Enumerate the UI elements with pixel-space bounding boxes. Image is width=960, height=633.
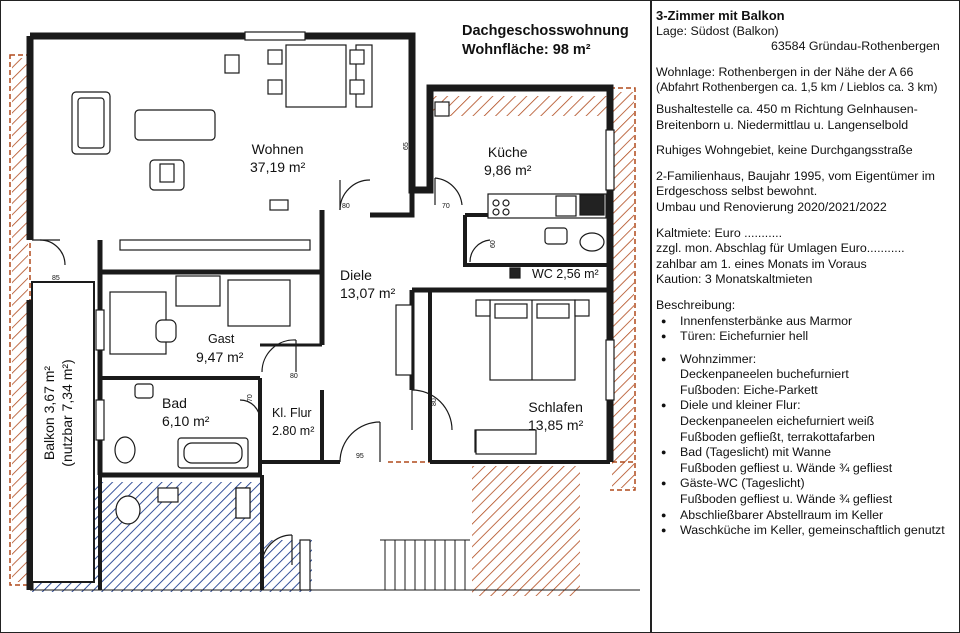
room-diele-name: Diele bbox=[340, 267, 372, 283]
feature-item bbox=[656, 476, 956, 507]
feature-item-sub: Fußboden: Eiche-Parkett bbox=[680, 382, 818, 397]
feature-item bbox=[656, 508, 956, 524]
feature-item bbox=[656, 398, 956, 445]
info-bus-1: Bushaltestelle ca. 450 m Richtung Gelnhausen- bbox=[656, 101, 918, 116]
feature-item-sub: Fußboden gefliest u. Wände ¾ gefliest bbox=[680, 460, 893, 475]
feature-item-text: Bad (Tageslicht) mit Wanne bbox=[680, 445, 832, 460]
dim-80-guest: 80 bbox=[290, 373, 298, 380]
staircase bbox=[380, 540, 470, 590]
feature-item bbox=[656, 523, 956, 539]
room-kueche bbox=[484, 143, 531, 179]
feature-item-sub: Fußboden gefliest u. Wände ¾ gefliest bbox=[680, 492, 893, 507]
info-abschlag: zzgl. mon. Abschlag für Umlagen Euro........... bbox=[656, 241, 905, 256]
info-wohnlage-2: (Abfahrt Rothenbergen ca. 1,5 km / Lieblos ca. 3 km) bbox=[656, 80, 938, 95]
feature-item-sub: Fußboden gefließt, terrakottafarben bbox=[680, 429, 875, 444]
furniture-living bbox=[72, 45, 372, 210]
room-wc bbox=[532, 265, 599, 283]
dim-95-entry: 95 bbox=[356, 453, 364, 460]
room-gast-area: 9,47 m² bbox=[196, 349, 244, 365]
feature-item bbox=[656, 329, 956, 345]
hatch-area-left-strip bbox=[12, 58, 28, 582]
room-bad bbox=[162, 394, 209, 430]
feature-item-sub: Deckenpaneelen buchefurniert bbox=[680, 367, 849, 382]
room-balkon-line2: (nutzbar 7,34 m²) bbox=[59, 359, 75, 467]
room-klflur-area: 2.80 m² bbox=[272, 424, 315, 438]
room-klflur-name: Kl. Flur bbox=[272, 406, 312, 420]
dim-70-kitchen: 70 bbox=[442, 203, 450, 210]
panel-divider bbox=[650, 0, 652, 633]
plan-heading-line1: Dachgeschosswohnung bbox=[462, 23, 629, 39]
info-bus-2: Breitenborn u. Niedermittlau u. Langenselbold bbox=[656, 117, 909, 132]
info-address: 63584 Gründau-Rothenbergen bbox=[771, 39, 940, 54]
info-panel bbox=[656, 8, 956, 539]
room-balkon bbox=[40, 333, 76, 493]
feature-item bbox=[656, 352, 956, 399]
feature-item bbox=[656, 445, 956, 476]
dim-80-living: 80 bbox=[342, 203, 350, 210]
info-feature-list bbox=[656, 314, 956, 539]
feature-item-text: Waschküche im Keller, gemeinschaftlich genutzt bbox=[680, 523, 945, 538]
room-schlafen-name: Schlafen bbox=[528, 399, 583, 415]
room-bad-area: 6,10 m² bbox=[162, 413, 210, 429]
info-beschreibung: Beschreibung: bbox=[656, 297, 736, 312]
room-kueche-area: 9,86 m² bbox=[484, 162, 532, 178]
room-schlafen bbox=[528, 398, 583, 434]
room-gast-name: Gast bbox=[208, 332, 235, 346]
info-title: 3-Zimmer mit Balkon bbox=[656, 8, 785, 23]
room-kueche-name: Küche bbox=[487, 144, 528, 160]
feature-item-text: Abschließbarer Abstellraum im Keller bbox=[680, 507, 884, 522]
info-lage: Lage: Südost (Balkon) bbox=[656, 23, 779, 38]
room-bad-name: Bad bbox=[162, 395, 187, 411]
info-wohnlage-1: Wohnlage: Rothenbergen in der Nähe der A 66 bbox=[656, 64, 914, 79]
feature-item-text: Türen: Eichefurnier hell bbox=[680, 329, 809, 344]
info-haus-1: 2-Familienhaus, Baujahr 1995, vom Eigentümer im bbox=[656, 168, 935, 183]
hatch-area-kitchen-top bbox=[428, 96, 608, 116]
dim-80-bedroom: 80 bbox=[431, 398, 438, 406]
room-wohnen bbox=[250, 140, 305, 176]
room-wohnen-name: Wohnen bbox=[251, 141, 304, 157]
feature-item-text: Diele und kleiner Flur: bbox=[680, 398, 801, 413]
info-kaltmiete: Kaltmiete: Euro ........... bbox=[656, 225, 783, 240]
room-schlafen-area: 13,85 m² bbox=[528, 417, 584, 433]
feature-item-text: Wohnzimmer: bbox=[680, 351, 757, 366]
feature-item-sub: Deckenpaneelen eichefurniert weiß bbox=[680, 414, 875, 429]
info-haus-2: Erdgeschoss selbst bewohnt. bbox=[656, 184, 818, 199]
info-haus-3: Umbau und Renovierung 2020/2021/2022 bbox=[656, 199, 887, 214]
feature-item-text: Gäste-WC (Tageslicht) bbox=[680, 476, 805, 491]
dim-70-bath: 70 bbox=[247, 394, 254, 402]
dim-85-balcony: 85 bbox=[52, 275, 60, 282]
info-zahlbar: zahlbar am 1. eines Monats im Voraus bbox=[656, 256, 867, 271]
room-diele-area: 13,07 m² bbox=[340, 285, 396, 301]
room-wc-name: WC 2,56 m² bbox=[532, 267, 599, 281]
room-gast bbox=[196, 330, 243, 366]
info-ruhig: Ruhiges Wohngebiet, keine Durchgangsstraße bbox=[656, 143, 913, 158]
hatch-area-right-strip bbox=[612, 92, 634, 488]
room-wohnen-area: 37,19 m² bbox=[250, 159, 306, 175]
plan-heading bbox=[462, 22, 629, 60]
dim-60-wc: 60 bbox=[490, 240, 497, 248]
room-diele bbox=[340, 266, 395, 302]
room-klflur bbox=[272, 404, 314, 440]
plan-heading-line2: Wohnfläche: 98 m² bbox=[462, 42, 591, 58]
info-kaution: Kaution: 3 Monatskaltmieten bbox=[656, 272, 813, 287]
dim-65: 65 bbox=[403, 142, 410, 150]
room-balkon-line1: Balkon 3,67 m² bbox=[41, 365, 57, 461]
feature-item-text: Innenfensterbänke aus Marmor bbox=[680, 313, 853, 328]
hatch-area-stair-landing bbox=[472, 466, 580, 596]
feature-item bbox=[656, 314, 956, 330]
